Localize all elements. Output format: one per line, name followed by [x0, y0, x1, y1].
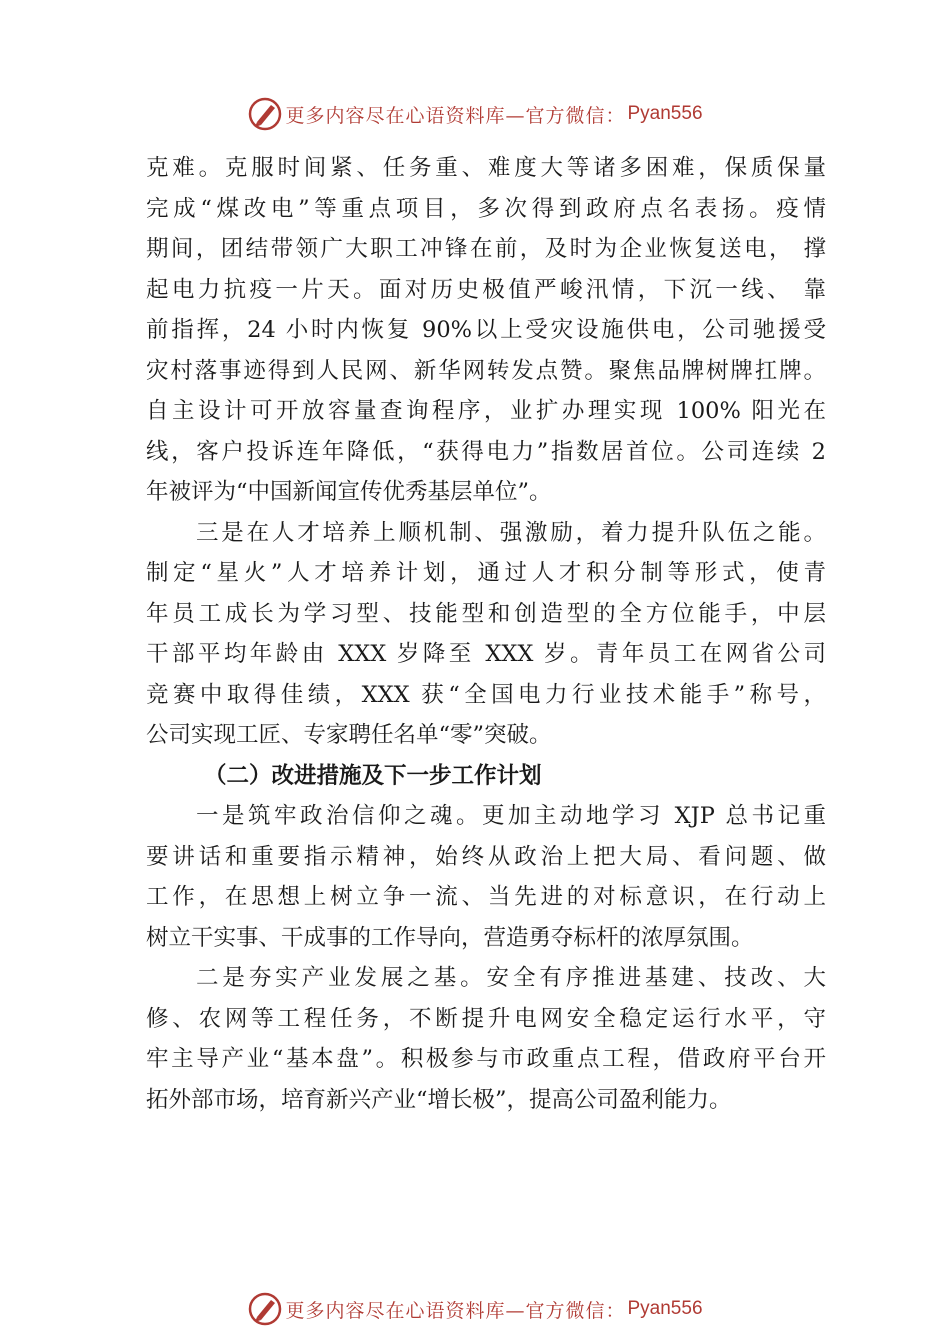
text-line: 拓外部市场，培育新兴产业“增长极”，提高公司盈利能力。: [146, 1086, 732, 1113]
text-line: 二是夯实产业发展之基。安全有序推进基建、技改、大: [196, 965, 826, 991]
text-line: 自主设计可开放容量查询程序，业扩办理实现 100% 阳光在: [146, 398, 826, 424]
banner-text: 更多内容尽在心语资料库—官方微信：: [285, 1299, 626, 1322]
footer-banner: [0, 1289, 950, 1329]
banner-wechat-id: Pyan556: [627, 1298, 703, 1319]
paragraph: [146, 796, 826, 958]
text-line: 灾村落事迹得到人民网、新华网转发点赞。聚焦品牌树牌扛牌。: [146, 357, 826, 384]
text-line: 制定“星火”人才培养计划，通过人才积分制等形式，使青: [146, 560, 826, 586]
text-line: 年被评为“中国新闻宣传优秀基层单位”。: [146, 479, 552, 505]
text-line: 年员工成长为学习型、技能型和创造型的全方位能手，中层: [146, 600, 826, 627]
text-line: 干部平均年龄由 XXX 岁降至 XXX 岁。青年员工在网省公司: [146, 641, 826, 667]
text-line: 三是在人才培养上顺机制、强激励，着力提升队伍之能。: [196, 519, 826, 546]
text-line: 完成“煤改电”等重点项目，多次得到政府点名表扬。疫情: [146, 195, 826, 222]
text-line: 树立干实事、干成事的工作导向，营造勇夺标杆的浓厚氛围。: [146, 924, 754, 951]
paragraph: [146, 958, 826, 1120]
text-line: 线，客户投诉连年降低，“获得电力”指数居首位。公司连续 2: [146, 438, 826, 465]
text-line: 工作，在思想上树立争一流、当先进的对标意识，在行动上: [146, 884, 826, 910]
text-line: 公司实现工匠、专家聘任名单“零”突破。: [146, 722, 552, 748]
pen-circle-logo-icon: [247, 96, 283, 132]
document-body: [146, 148, 826, 1120]
pen-circle-logo-icon: [247, 1291, 283, 1327]
text-line: 牢主导产业“基本盘”。积极参与市政重点工程，借政府平台开: [146, 1046, 826, 1072]
paragraph: [146, 513, 826, 756]
text-line: 期间，团结带领广大职工冲锋在前，及时为企业恢复送电， 撑: [146, 236, 826, 262]
text-line: 修、农网等工程任务，不断提升电网安全稳定运行水平，守: [146, 1005, 826, 1032]
text-line: 要讲话和重要指示精神，始终从政治上把大局、看问题、做: [146, 843, 826, 870]
banner-text: 更多内容尽在心语资料库—官方微信：: [285, 104, 626, 127]
paragraph: [146, 148, 826, 513]
text-line: 起电力抗疫一片天。面对历史极值严峻汛情，下沉一线、 靠: [146, 276, 826, 303]
header-banner: [0, 94, 950, 134]
section-heading: （二）改进措施及下一步工作计划: [204, 762, 542, 789]
text-line: 前指挥，24 小时内恢复 90%以上受灾设施供电，公司驰援受: [146, 317, 826, 343]
text-line: 克难。克服时间紧、任务重、难度大等诸多困难，保质保量: [146, 155, 826, 181]
banner-wechat-id: Pyan556: [627, 103, 703, 124]
text-line: 竞赛中取得佳绩，XXX 获“全国电力行业技术能手”称号，: [146, 681, 826, 708]
text-line: 一是筑牢政治信仰之魂。更加主动地学习 XJP 总书记重: [196, 803, 826, 829]
